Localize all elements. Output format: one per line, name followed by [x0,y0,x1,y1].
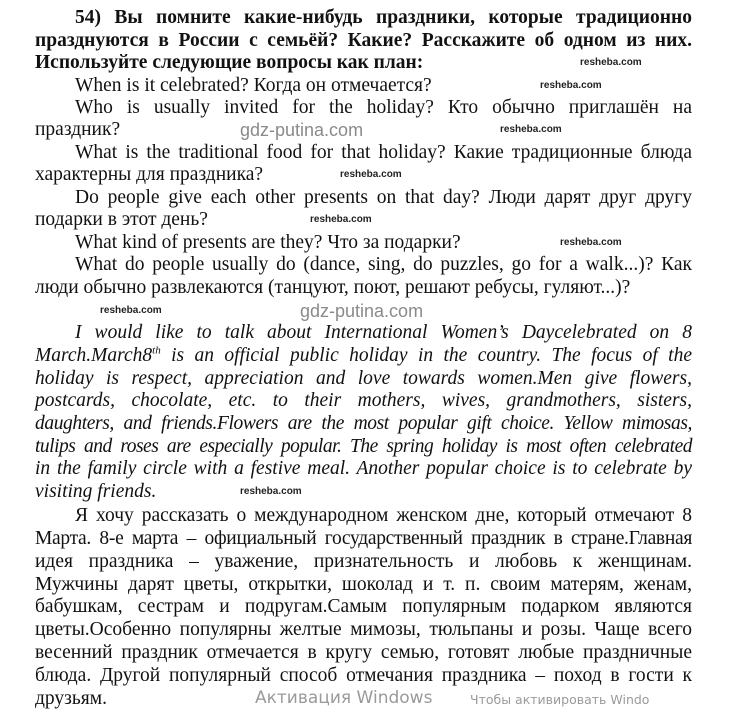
answer-line: in the family circle with a festive meal. Another popular choice is to celebrate by [35,458,692,479]
question-line: What kind of presents are they? Что за подарки? [75,232,461,253]
answer-line: daughters, and friends.Flowers are the most popular gift choice. Yellow mimosas, [35,413,692,434]
question-line: What do people usually do (dance, sing, do puzzles, go for a walk...)? Как [75,254,692,275]
answer-line: бабушкам, сестрам и подругам.Самым популярным подарком являются [35,596,692,617]
answer-line: I would like to talk about International Women’s Daycelebrated on 8 [75,322,692,343]
answer-line: Я хочу рассказать о международном женском дне, который отмечают 8 [75,505,692,526]
answer-line: holiday is respect, appreciation and love towards women.Men give flowers, [35,368,692,389]
answer-text: March.March8 [35,345,153,366]
question-line: праздник? [35,119,121,140]
windows-activation-subtitle: Чтобы активировать Windo [470,692,650,707]
resheba-watermark: resheba.com [240,486,302,497]
gdz-putina-watermark: gdz-putina.com [240,120,364,140]
superscript: th [152,344,161,357]
answer-line: цветы.Особенно популярны желтые мимозы, тюльпаны и розы. Чаще всего [35,619,692,640]
answer-line: весенний праздник отмечается в кругу семью, готовят любые праздничные [35,642,692,663]
resheba-watermark: resheba.com [340,169,402,180]
answer-line: друзьям. [35,688,107,709]
question-line: Do people give each other presents on that day? Люди дарят друг другу [75,187,692,208]
answer-text: is an official public holiday in the country. The focus of the [160,345,692,366]
question-line: What is the traditional food for that holiday? Какие традиционные блюда [75,142,692,163]
heading-line: 54) Вы помните какие-нибудь праздники, которые традиционно [75,7,692,28]
windows-activation-title: Активация Windows [255,688,433,708]
answer-line: postcards, chocolate, etc. to their mothers, wives, grandmothers, sisters, [35,390,692,411]
question-line: Who is usually invited for the holiday? Кто обычно приглашён на [75,97,692,118]
resheba-watermark: resheba.com [540,80,602,91]
resheba-watermark: resheba.com [580,57,642,68]
heading-line: Используйте следующие вопросы как план: [35,52,424,73]
question-line: люди обычно развлекаются (танцуют, поют, решают ребусы, гуляют...)? [35,277,631,298]
resheba-watermark: resheba.com [560,237,622,248]
answer-line [35,345,692,367]
gdz-putina-watermark: gdz-putina.com [300,301,424,321]
answer-line: идея праздника – уважение, признательность и любовь к женщинам. [35,551,692,572]
question-line: характерны для праздника? [35,164,264,185]
resheba-watermark: resheba.com [100,305,162,316]
heading-line: празднуются в России с семьёй? Какие? Расскажите об одном из них. [35,30,692,51]
answer-line: Мужчины дарят цветы, открытки, шоколад и т. п. своим матерям, женам, [35,574,692,595]
answer-line: блюда. Другой популярный способ отмечания праздника – поход в гости к [35,665,692,686]
resheba-watermark: resheba.com [310,214,372,225]
question-line: подарки в этот день? [35,209,208,230]
answer-line: visiting friends. [35,481,157,502]
question-line: When is it celebrated? Когда он отмечается? [75,75,432,96]
resheba-watermark: resheba.com [500,124,562,135]
answer-line: Марта. 8-е марта – официальный государственный праздник в стране.Главная [35,528,692,549]
answer-line: tulips and roses are especially popular. The spring holiday is most often celebrated [35,436,692,457]
